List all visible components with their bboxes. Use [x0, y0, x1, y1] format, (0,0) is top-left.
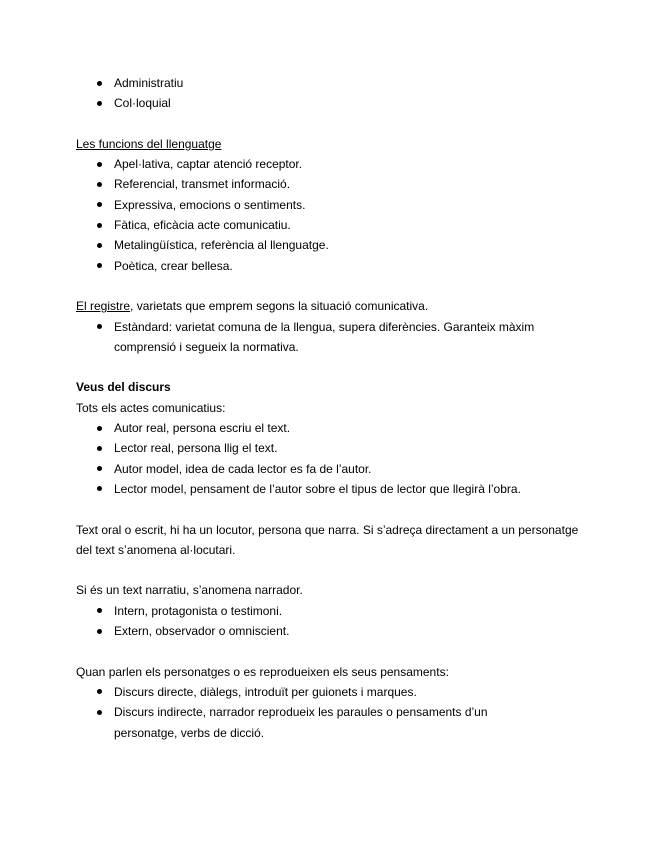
list-item: Autor model, idea de cada lector es fa de l’autor. — [76, 459, 586, 479]
bullet-icon — [97, 223, 102, 228]
bullet-icon — [97, 243, 102, 248]
bullet-icon — [97, 182, 102, 187]
list-item: Apel·lativa, captar atenció receptor. — [76, 154, 586, 174]
list-item: Extern, observador o omniscient. — [76, 621, 586, 641]
bullet-icon — [97, 689, 102, 694]
locutor-paragraph-line-2: del text s’anomena al·locutari. — [76, 542, 236, 557]
list-item: Administratiu — [76, 73, 586, 93]
veus-heading: Veus del discurs — [76, 380, 171, 395]
bullet-icon — [97, 710, 102, 715]
bullet-icon — [97, 162, 102, 167]
list-item: Col·loquial — [76, 93, 586, 113]
bullet-icon — [97, 101, 102, 106]
bullet-icon — [97, 446, 102, 451]
funcions-list — [76, 154, 586, 276]
list-item: Estàndard: varietat comuna de la llengua, supera diferències. Garanteix màxim comprensió i segueix la normativa. — [76, 317, 554, 358]
list-item: Lector real, persona llig el text. — [76, 438, 586, 458]
veus-intro: Tots els actes comunicatius: — [76, 400, 226, 415]
bullet-icon — [97, 629, 102, 634]
top-list — [76, 73, 586, 114]
list-item: Poètica, crear bellesa. — [76, 256, 586, 276]
list-item: Metalingüística, referència al llenguatge. — [76, 235, 586, 255]
veus-list — [76, 418, 586, 499]
bullet-icon — [97, 202, 102, 207]
bullet-icon — [97, 486, 102, 491]
bullet-icon — [97, 81, 102, 86]
funcions-heading: Les funcions del llenguatge — [76, 136, 222, 151]
list-item: Lector model, pensament de l’autor sobre el tipus de lector que llegirà l’obra. — [76, 479, 586, 499]
list-item: Autor real, persona escriu el text. — [76, 418, 586, 438]
narrador-list — [76, 601, 586, 642]
registre-paragraph: El registre, varietats que emprem segons la situació comunicativa. — [76, 299, 429, 314]
list-item: Discurs directe, diàlegs, introduït per guionets i marques. — [76, 682, 586, 702]
list-item: Intern, protagonista o testimoni. — [76, 601, 586, 621]
registre-term: El registre — [76, 299, 131, 314]
list-item: Discurs indirecte, narrador reprodueix les paraules o pensaments d’un personatge, verbs de dicció. — [76, 702, 554, 743]
bullet-icon — [97, 608, 102, 613]
bullet-icon — [97, 466, 102, 471]
bullet-icon — [97, 426, 102, 431]
list-item: Referencial, transmet informació. — [76, 174, 586, 194]
discurs-list — [76, 682, 586, 743]
registre-list — [76, 317, 586, 358]
discurs-intro: Quan parlen els personatges o es reprodueixen els seus pensaments: — [76, 664, 449, 679]
list-item: Fàtica, eficàcia acte comunicatiu. — [76, 215, 586, 235]
bullet-icon — [97, 324, 102, 329]
narrador-intro: Si és un text narratiu, s’anomena narrador. — [76, 583, 303, 598]
locutor-paragraph-line-1: Text oral o escrit, hi ha un locutor, persona que narra. Si s’adreça directament a un personatge — [76, 522, 579, 537]
document-page — [76, 73, 586, 743]
list-item: Expressiva, emocions o sentiments. — [76, 195, 586, 215]
bullet-icon — [97, 263, 102, 268]
